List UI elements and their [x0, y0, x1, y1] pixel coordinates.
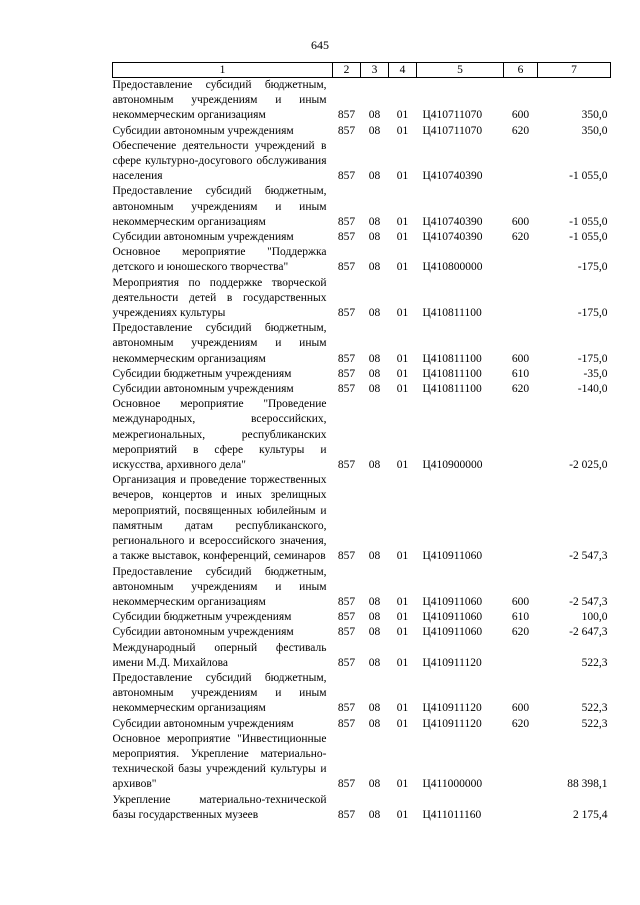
row-expense-type — [504, 641, 538, 671]
row-target-article: Ц411011160 — [422, 808, 482, 821]
row-expense-type: 600 — [511, 595, 530, 608]
row-expense-type — [504, 793, 538, 823]
row-name: Субсидии автономным учреждениям — [112, 124, 294, 137]
row-target-article: Ц410911060 — [422, 626, 483, 639]
table-row — [113, 671, 611, 717]
row-ministry-code: 857 — [337, 550, 356, 563]
row-ministry-code: 857 — [337, 459, 356, 472]
column-header: 5 — [417, 63, 504, 78]
row-section-code: 08 — [368, 307, 381, 320]
row-target-article: Ц410911060 — [422, 595, 483, 608]
row-expense-type: 600 — [511, 109, 530, 122]
row-name: Основное мероприятие "Проведение международных, всероссийских, межрегиональных, республиканских мероприятий в сфере культуры и искусства, архивного дела" — [112, 398, 327, 472]
row-section-code: 08 — [368, 717, 381, 730]
row-expense-type — [504, 397, 538, 473]
row-subsection-code: 01 — [396, 778, 409, 791]
row-subsection-code: 01 — [396, 170, 409, 183]
row-subsection-code: 01 — [396, 626, 409, 639]
row-subsection-code: 01 — [396, 109, 409, 122]
row-subsection-code: 01 — [396, 124, 409, 137]
row-name: Международный оперный фестиваль имени М.Д. Михайлова — [112, 641, 327, 669]
column-number-row — [113, 63, 611, 78]
column-header: 3 — [361, 63, 389, 78]
row-expense-type: 620 — [511, 231, 530, 244]
row-ministry-code: 857 — [337, 124, 356, 137]
table-row — [113, 78, 611, 124]
row-subsection-code: 01 — [396, 352, 409, 365]
row-ministry-code: 857 — [337, 611, 356, 624]
row-section-code: 08 — [368, 656, 381, 669]
row-ministry-code: 857 — [337, 383, 356, 396]
column-header: 1 — [113, 63, 333, 78]
row-ministry-code: 857 — [337, 778, 356, 791]
table-row — [113, 397, 611, 473]
row-name: Субсидии автономным учреждениям — [112, 717, 294, 730]
row-subsection-code: 01 — [396, 231, 409, 244]
row-subsection-code: 01 — [396, 550, 409, 563]
row-amount: 350,0 — [581, 109, 608, 122]
row-target-article: Ц411000000 — [422, 778, 483, 791]
row-amount: -1 055,0 — [569, 231, 608, 244]
table-row — [113, 610, 611, 625]
row-expense-type — [504, 732, 538, 793]
row-ministry-code: 857 — [337, 307, 356, 320]
row-target-article: Ц410811100 — [422, 367, 482, 380]
row-amount: 88 398,1 — [567, 778, 608, 791]
row-name: Основное мероприятие "Инвестиционные мероприятия. Укрепление материально-технической базы учреждений культуры и архивов" — [112, 732, 327, 791]
row-ministry-code: 857 — [337, 367, 356, 380]
row-target-article: Ц410711070 — [422, 124, 483, 137]
row-subsection-code: 01 — [396, 215, 409, 228]
row-target-article: Ц410711070 — [422, 109, 483, 122]
row-subsection-code: 01 — [396, 307, 409, 320]
row-amount: -2 025,0 — [569, 459, 608, 472]
row-section-code: 08 — [368, 231, 381, 244]
row-target-article: Ц410811100 — [422, 352, 482, 365]
row-section-code: 08 — [368, 352, 381, 365]
table-row — [113, 473, 611, 564]
row-target-article: Ц410911120 — [422, 717, 482, 730]
row-section-code: 08 — [368, 778, 381, 791]
row-expense-type — [504, 473, 538, 564]
table-row — [113, 732, 611, 793]
row-ministry-code: 857 — [337, 170, 356, 183]
row-subsection-code: 01 — [396, 702, 409, 715]
column-header: 4 — [389, 63, 417, 78]
row-name: Основное мероприятие "Поддержка детского и юношеского творчества" — [112, 246, 327, 274]
row-section-code: 08 — [368, 383, 381, 396]
row-expense-type: 600 — [511, 702, 530, 715]
table-row — [113, 367, 611, 382]
row-name: Обеспечение деятельности учреждений в сфере культурно-досугового обслуживания населения — [112, 139, 327, 183]
row-target-article: Ц410900000 — [422, 459, 483, 472]
row-section-code: 08 — [368, 261, 381, 274]
row-section-code: 08 — [368, 611, 381, 624]
table-row — [113, 321, 611, 367]
row-ministry-code: 857 — [337, 261, 356, 274]
row-expense-type: 600 — [511, 352, 530, 365]
row-section-code: 08 — [368, 626, 381, 639]
row-subsection-code: 01 — [396, 808, 409, 821]
row-target-article: Ц410811100 — [422, 383, 482, 396]
row-name: Субсидии автономным учреждениям — [112, 626, 294, 639]
row-section-code: 08 — [368, 808, 381, 821]
row-name: Предоставление субсидий бюджетным, автономным учреждениям и иным некоммерческим организациям — [112, 185, 327, 228]
row-amount: 522,3 — [581, 656, 608, 669]
row-expense-type: 620 — [511, 626, 530, 639]
row-ministry-code: 857 — [337, 215, 356, 228]
row-amount: -2 547,3 — [569, 595, 608, 608]
row-subsection-code: 01 — [396, 656, 409, 669]
column-header: 7 — [538, 63, 611, 78]
table-row — [113, 139, 611, 185]
column-header: 2 — [333, 63, 361, 78]
row-subsection-code: 01 — [396, 717, 409, 730]
row-name: Предоставление субсидий бюджетным, автономным учреждениям и иным некоммерческим организациям — [112, 79, 327, 122]
row-target-article: Ц410740390 — [422, 231, 483, 244]
row-section-code: 08 — [368, 459, 381, 472]
row-section-code: 08 — [368, 124, 381, 137]
row-amount: -140,0 — [577, 383, 608, 396]
table-row — [113, 565, 611, 611]
row-name: Субсидии автономным учреждениям — [112, 383, 294, 396]
row-amount: -35,0 — [583, 367, 608, 380]
table-body — [113, 78, 611, 823]
table-row — [113, 641, 611, 671]
row-subsection-code: 01 — [396, 595, 409, 608]
row-amount: -175,0 — [577, 261, 608, 274]
row-target-article: Ц410911120 — [422, 656, 482, 669]
row-ministry-code: 857 — [337, 352, 356, 365]
row-subsection-code: 01 — [396, 261, 409, 274]
row-section-code: 08 — [368, 595, 381, 608]
row-ministry-code: 857 — [337, 808, 356, 821]
row-subsection-code: 01 — [396, 367, 409, 380]
row-section-code: 08 — [368, 367, 381, 380]
column-header: 6 — [504, 63, 538, 78]
row-section-code: 08 — [368, 215, 381, 228]
row-amount: -2 547,3 — [569, 550, 608, 563]
row-amount: 100,0 — [581, 611, 608, 624]
row-ministry-code: 857 — [337, 702, 356, 715]
table-row — [113, 184, 611, 230]
row-section-code: 08 — [368, 550, 381, 563]
row-expense-type: 620 — [511, 383, 530, 396]
row-amount: 522,3 — [581, 717, 608, 730]
row-ministry-code: 857 — [337, 595, 356, 608]
row-ministry-code: 857 — [337, 109, 356, 122]
table-row — [113, 124, 611, 139]
table-row — [113, 382, 611, 397]
row-name: Мероприятия по поддержке творческой деятельности детей в государственных учреждениях культуры — [112, 276, 327, 320]
row-expense-type: 610 — [511, 367, 530, 380]
table-row — [113, 276, 611, 322]
row-amount: -175,0 — [577, 352, 608, 365]
row-target-article: Ц410800000 — [422, 261, 483, 274]
row-amount: 350,0 — [581, 124, 608, 137]
row-section-code: 08 — [368, 109, 381, 122]
row-target-article: Ц410811100 — [422, 307, 482, 320]
row-ministry-code: 857 — [337, 656, 356, 669]
table-row — [113, 717, 611, 732]
row-target-article: Ц410911060 — [422, 611, 483, 624]
row-expense-type — [504, 139, 538, 185]
row-amount: -1 055,0 — [569, 170, 608, 183]
row-name: Субсидии автономным учреждениям — [112, 231, 294, 244]
table-row — [113, 245, 611, 275]
row-section-code: 08 — [368, 170, 381, 183]
row-subsection-code: 01 — [396, 459, 409, 472]
row-expense-type: 620 — [511, 717, 530, 730]
budget-table — [112, 62, 611, 823]
row-ministry-code: 857 — [337, 626, 356, 639]
row-expense-type: 610 — [511, 611, 530, 624]
page-number: 645 — [311, 38, 329, 52]
row-name: Предоставление субсидий бюджетным, автономным учреждениям и иным некоммерческим организациям — [112, 565, 327, 608]
row-amount: 2 175,4 — [573, 808, 608, 821]
row-target-article: Ц410911120 — [422, 702, 482, 715]
row-ministry-code: 857 — [337, 717, 356, 730]
row-name: Субсидии бюджетным учреждениям — [112, 367, 292, 380]
row-expense-type: 620 — [511, 124, 530, 137]
row-target-article: Ц410740390 — [422, 170, 483, 183]
row-target-article: Ц410740390 — [422, 215, 483, 228]
row-amount: -175,0 — [577, 307, 608, 320]
row-amount: -2 647,3 — [569, 626, 608, 639]
table-row — [113, 625, 611, 640]
table-row — [113, 793, 611, 823]
row-name: Субсидии бюджетным учреждениям — [112, 611, 292, 624]
row-name: Предоставление субсидий бюджетным, автономным учреждениям и иным некоммерческим организациям — [112, 322, 327, 365]
row-amount: 522,3 — [581, 702, 608, 715]
row-expense-type: 600 — [511, 215, 530, 228]
row-amount: -1 055,0 — [569, 215, 608, 228]
row-subsection-code: 01 — [396, 383, 409, 396]
row-target-article: Ц410911060 — [422, 550, 483, 563]
table-row — [113, 230, 611, 245]
row-ministry-code: 857 — [337, 231, 356, 244]
row-name: Предоставление субсидий бюджетным, автономным учреждениям и иным некоммерческим организациям — [112, 671, 327, 715]
row-expense-type — [504, 276, 538, 322]
row-subsection-code: 01 — [396, 611, 409, 624]
row-expense-type — [504, 245, 538, 275]
row-name: Укрепление материально-технической базы государственных музеев — [112, 793, 327, 821]
row-section-code: 08 — [368, 702, 381, 715]
row-name: Организация и проведение торжественных вечеров, концертов и иных зрелищных мероприятий, посвященных юбилейным и памятным датам республиканского, регионального и всероссийского значения, а также выставок, конференций, семинаров — [112, 474, 327, 563]
